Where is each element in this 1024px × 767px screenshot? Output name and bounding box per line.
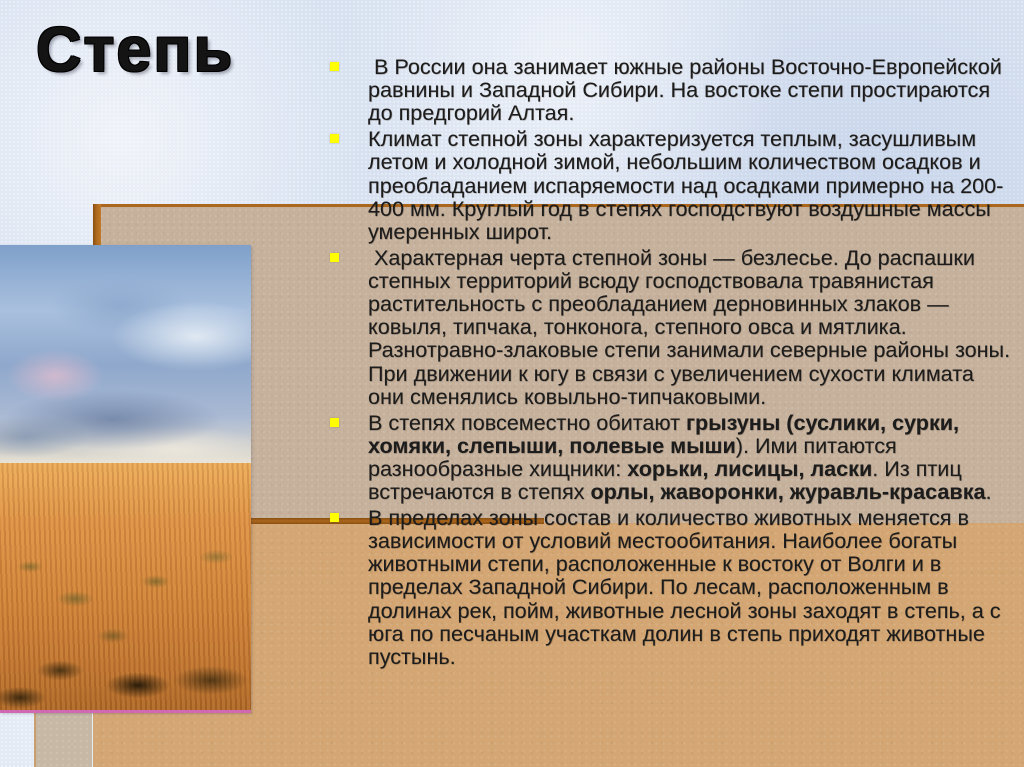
bullet-item xyxy=(330,411,1014,504)
photo-grass-area xyxy=(0,463,251,713)
bullet-marker-icon xyxy=(330,418,339,427)
bullet-marker-icon xyxy=(330,134,339,143)
bullet-text: В России она занимает южные районы Восточно-Европейской равнины и Западной Сибири. На востоке степи простираются до предгорий Алтая. xyxy=(368,54,1008,126)
bullet-item xyxy=(330,244,1017,409)
bullet-item xyxy=(330,506,1014,668)
bullet-marker-icon xyxy=(330,253,339,262)
bullet-item xyxy=(330,55,1014,125)
steppe-landscape-image xyxy=(0,245,251,713)
bullet-marker-icon xyxy=(330,513,339,522)
bullet-list xyxy=(330,54,1017,671)
bullet-text: В степях повсеместно обитают грызуны (суслики, сурки, хомяки, слепыши, полевые мыши). Ими питаются разнообразные хищники: хорьки, лисицы, ласки. Из птиц встречаются в степях орлы, жаворонки, журавль-красавка. xyxy=(368,409,992,505)
bullet-marker-icon xyxy=(330,62,339,71)
bullet-text: В пределах зоны состав и количество животных меняется в зависимости от условий местообитания. Наиболее богаты животными степи, расположенные к востоку от Волги и в пределах Западной Сибири. По лесам, расположенным в долинах рек, пойм, животные лесной зоны заходят в степь, а с юга по песчаным участкам долин в степь приходят животные пустынь. xyxy=(368,504,1007,670)
slide-title: Степь xyxy=(36,15,235,85)
bullet-item xyxy=(330,127,1014,243)
bullet-text: Характерная черта степной зоны — безлесье. До распашки степных территорий всюду господствовала травянистая растительность с преобладанием дерновинных злаков — ковыля, типчака, тонконога, степного овса и мятлика. Разнотравно-злаковые степи занимали северные районы зоны. При движении к югу в связи с увеличением сухости климата они сменялись ковыльно-типчаковыми. xyxy=(368,244,1017,409)
photo-sky-area xyxy=(0,245,251,463)
bullet-text: Климат степной зоны характеризуется теплым, засушливым летом и холодной зимой, небольшим количеством осадков и преобладанием испаряемости над осадками примерно на 200-400 мм. Круглый год в степях господствуют воздушные массы умеренных широт. xyxy=(368,126,1004,244)
